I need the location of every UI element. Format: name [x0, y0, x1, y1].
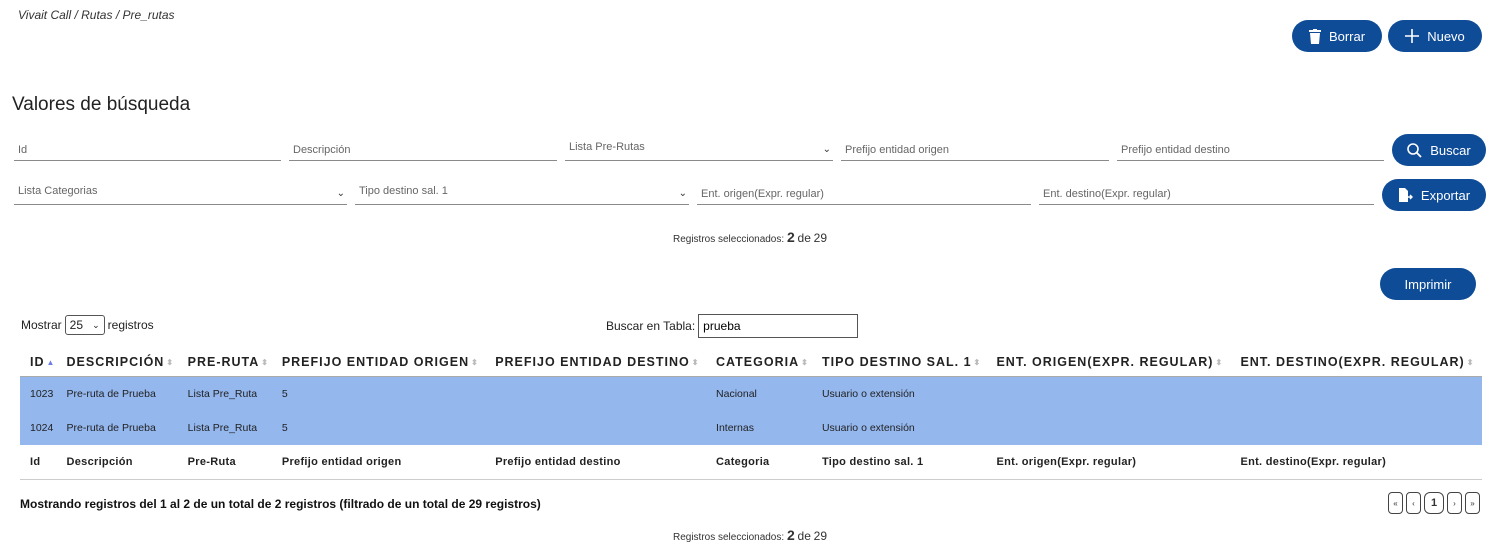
- column-header-category[interactable]: CATEGORIA ⬍: [706, 348, 812, 377]
- export-button-label: Exportar: [1420, 187, 1471, 203]
- footer-destination-regex: Ent. destino(Expr. regular): [1230, 445, 1482, 480]
- selected-label: Registros seleccionados:: [672, 532, 785, 543]
- footer-destination-prefix: Prefijo entidad destino: [485, 445, 706, 480]
- cell-destination-regex: [1230, 377, 1482, 412]
- footer-id: Id: [20, 445, 57, 480]
- new-button-label: Nuevo: [1427, 28, 1465, 44]
- cell-origin-regex: [986, 411, 1230, 445]
- column-header-origin-prefix[interactable]: PREFIJO ENTIDAD ORIGEN ⬍: [272, 348, 485, 377]
- categories-list-select[interactable]: [14, 183, 347, 205]
- sort-icon: ⬍: [1215, 358, 1224, 368]
- sort-icon: ⬍: [691, 358, 700, 368]
- page-length-control: [21, 315, 154, 335]
- cell-preruta: Lista Pre_Ruta: [178, 411, 272, 445]
- selected-records-bottom: [0, 527, 1500, 543]
- cell-origin-prefix: 5: [272, 377, 485, 412]
- search-section-title: Valores de búsqueda: [12, 94, 191, 115]
- sort-icon: ⬍: [1466, 358, 1475, 368]
- origin-regex-field[interactable]: [697, 183, 1031, 205]
- delete-button-label: Borrar: [1328, 28, 1366, 44]
- table-filter-label: Buscar en Tabla:: [606, 319, 696, 333]
- origin-prefix-placeholder: Prefijo entidad origen: [845, 143, 949, 156]
- table-filter: [606, 314, 858, 338]
- chevron-down-icon: ⌄: [822, 144, 831, 155]
- categories-list-placeholder: Lista Categorias: [18, 184, 98, 197]
- id-field-placeholder: Id: [18, 143, 28, 156]
- sort-icon: ⬍: [973, 358, 982, 368]
- records-label: registros: [107, 318, 154, 332]
- table-info: Mostrando registros del 1 al 2 de un total de 2 registros (filtrado de un total de 29 registros): [20, 497, 541, 511]
- first-page-button[interactable]: «: [1388, 492, 1403, 514]
- description-field[interactable]: [289, 139, 557, 161]
- footer-preruta: Pre-Ruta: [178, 445, 272, 480]
- print-button[interactable]: [1380, 268, 1476, 300]
- next-page-button[interactable]: ›: [1447, 492, 1462, 514]
- table-row[interactable]: [20, 411, 1482, 445]
- trash-icon: [1309, 29, 1321, 44]
- selected-count: 2: [786, 527, 795, 543]
- sort-icon: ⬍: [471, 358, 479, 368]
- page-size-value: 25: [69, 318, 84, 332]
- cell-category: Internas: [706, 411, 812, 445]
- cell-destination-type: Usuario o extensión: [812, 411, 986, 445]
- breadcrumb: Vivait Call / Rutas / Pre_rutas: [18, 8, 175, 22]
- new-button[interactable]: [1388, 20, 1482, 52]
- page-size-select[interactable]: [65, 315, 105, 335]
- column-header-preruta[interactable]: PRE-RUTA ⬍: [178, 348, 272, 377]
- data-table: [20, 348, 1482, 480]
- selected-of: de: [797, 231, 811, 245]
- chevron-down-icon: ⌄: [92, 319, 100, 330]
- footer-description: Descripción: [57, 445, 178, 480]
- cell-destination-regex: [1230, 411, 1482, 445]
- export-file-icon: [1398, 188, 1413, 203]
- origin-regex-placeholder: Ent. origen(Expr. regular): [701, 187, 824, 200]
- column-header-destination-type[interactable]: TIPO DESTINO SAL. 1 ⬍: [812, 348, 986, 377]
- cell-id: 1024: [20, 411, 57, 445]
- cell-preruta: Lista Pre_Ruta: [178, 377, 272, 412]
- cell-category: Nacional: [706, 377, 812, 412]
- prerutas-list-select[interactable]: [565, 139, 833, 161]
- selected-total: 29: [813, 529, 828, 543]
- column-header-destination-regex[interactable]: ENT. DESTINO(EXPR. REGULAR) ⬍: [1230, 348, 1482, 377]
- origin-prefix-field[interactable]: [841, 139, 1109, 161]
- id-field[interactable]: [14, 139, 281, 161]
- sort-icon: ⬍: [261, 358, 269, 368]
- last-page-button[interactable]: »: [1465, 492, 1480, 514]
- description-field-placeholder: Descripción: [293, 143, 351, 156]
- delete-button[interactable]: [1292, 20, 1382, 52]
- table-row[interactable]: [20, 377, 1482, 412]
- selected-records-top: [0, 229, 1500, 245]
- search-button-label: Buscar: [1430, 142, 1471, 158]
- cell-description: Pre-ruta de Prueba: [57, 411, 178, 445]
- selected-of: de: [797, 529, 811, 543]
- chevron-down-icon: ⌄: [336, 188, 345, 199]
- column-header-description[interactable]: DESCRIPCIÓN ⬍: [57, 348, 178, 377]
- show-label: Mostrar: [21, 318, 62, 332]
- selected-total: 29: [813, 231, 828, 245]
- selected-label: Registros seleccionados:: [672, 234, 785, 245]
- current-page-button[interactable]: 1: [1424, 492, 1444, 514]
- sort-icon: ⬍: [166, 358, 175, 368]
- column-header-id[interactable]: ID ▲: [20, 348, 57, 377]
- destination-regex-placeholder: Ent. destino(Expr. regular): [1043, 187, 1171, 200]
- column-header-origin-regex[interactable]: ENT. ORIGEN(EXPR. REGULAR) ⬍: [986, 348, 1230, 377]
- table-header-row: [20, 348, 1482, 377]
- table-filter-input[interactable]: prueba: [698, 314, 858, 338]
- sort-asc-icon: ▲: [46, 358, 56, 368]
- destination-prefix-field[interactable]: [1117, 139, 1384, 161]
- search-button[interactable]: [1392, 134, 1486, 166]
- table-footer-row: [20, 445, 1482, 480]
- cell-origin-regex: [986, 377, 1230, 412]
- footer-category: Categoria: [706, 445, 812, 480]
- cell-description: Pre-ruta de Prueba: [57, 377, 178, 412]
- footer-destination-type: Tipo destino sal. 1: [812, 445, 986, 480]
- footer-origin-regex: Ent. origen(Expr. regular): [986, 445, 1230, 480]
- print-button-label: Imprimir: [1404, 276, 1452, 292]
- selected-count: 2: [786, 229, 795, 245]
- destination-regex-field[interactable]: [1039, 183, 1374, 205]
- destination-type-placeholder: Tipo destino sal. 1: [359, 184, 448, 197]
- destination-prefix-placeholder: Prefijo entidad destino: [1121, 143, 1230, 156]
- prerutas-list-placeholder: Lista Pre-Rutas: [569, 140, 645, 153]
- prev-page-button[interactable]: ‹: [1406, 492, 1421, 514]
- cell-destination-type: Usuario o extensión: [812, 377, 986, 412]
- plus-icon: [1405, 29, 1419, 43]
- footer-origin-prefix: Prefijo entidad origen: [272, 445, 485, 480]
- column-header-destination-prefix[interactable]: PREFIJO ENTIDAD DESTINO ⬍: [485, 348, 706, 377]
- pagination: [1388, 492, 1480, 514]
- export-button[interactable]: [1382, 179, 1486, 211]
- cell-destination-prefix: [485, 411, 706, 445]
- cell-origin-prefix: 5: [272, 411, 485, 445]
- cell-destination-prefix: [485, 377, 706, 412]
- chevron-down-icon: ⌄: [678, 188, 687, 199]
- cell-id: 1023: [20, 377, 57, 412]
- search-icon: [1407, 143, 1422, 158]
- sort-icon: ⬍: [801, 358, 809, 368]
- destination-type-select[interactable]: [355, 183, 689, 205]
